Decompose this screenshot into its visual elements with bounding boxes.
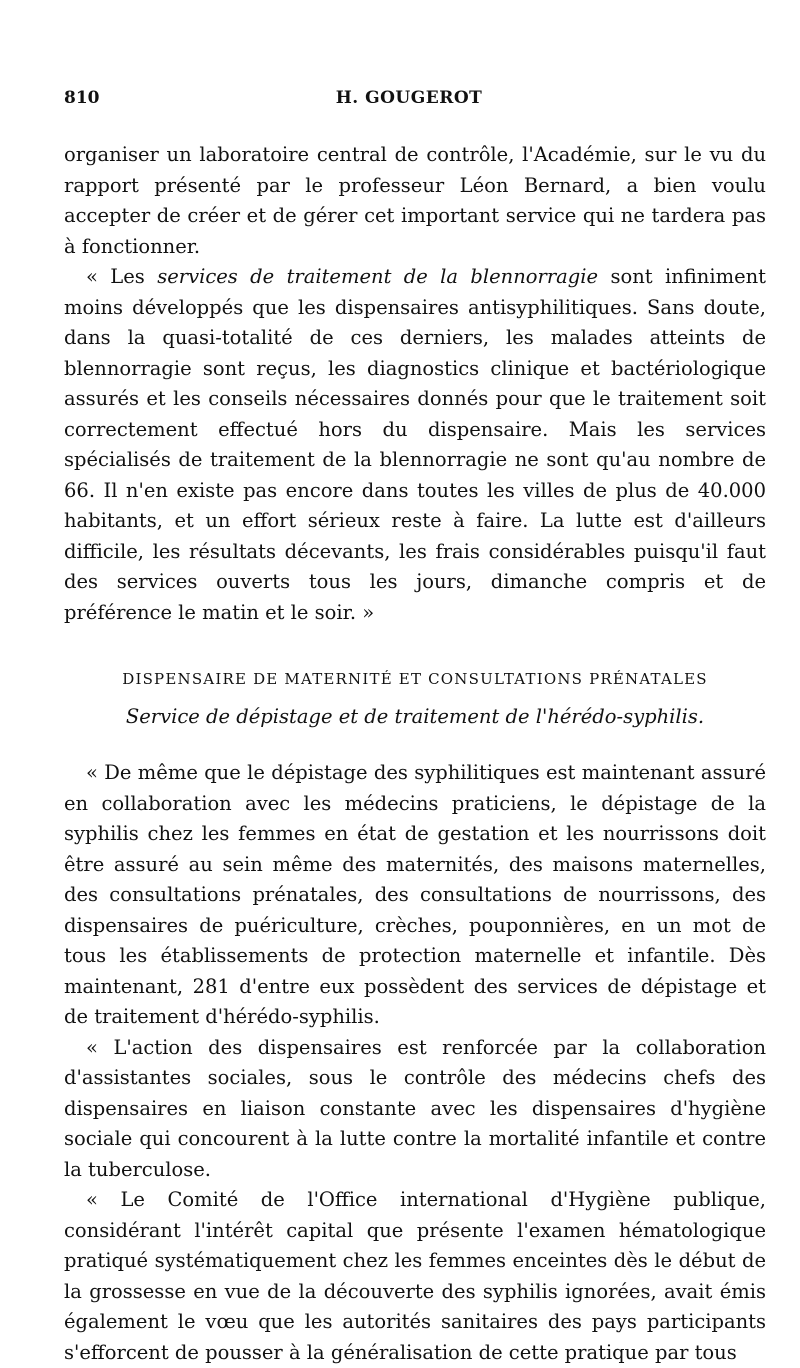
- paragraph-action-dispensaires: « L'action des dispensaires est renforcée par la collaboration d'assistantes sociales, sous le contrôle des médecins chefs des dispensaires en liaison constante avec les dispensaires d'hygiène sociale qui concourent à la lutte contre la mortalité infantile et contre la tuberculose.: [64, 1035, 766, 1181]
- page-header: [64, 88, 754, 114]
- paragraph-text: « Les: [86, 265, 158, 288]
- section-heading: DISPENSAIRE DE MATERNITÉ ET CONSULTATIONS PRÉNATALES: [122, 670, 708, 688]
- paragraph-depistage: « De même que le dépistage des syphilitiques est maintenant assuré en collaboration avec les médecins praticiens, le dépistage de la syphilis chez les femmes en état de gestation et les nourrissons doit être assuré au sein même des maternités, des maisons maternelles, des consultations prénatales, des consultations de nourrissons, des dispensaires de puériculture, crèches, pouponnières, en un mot de tous les établissements de protection maternelle et infantile. Dès maintenant, 281 d'entre eux possèdent des services de dépistage et de traitement d'hérédo-syphilis.: [64, 761, 766, 1028]
- running-head: H. GOUGEROT: [335, 88, 483, 108]
- paragraph-blennorragie: [64, 262, 766, 628]
- paragraph-text: sont infiniment moins développés que les dispensaires antisyphilitiques. Sans doute, dans la quasi-totalité de ces derniers, les malades atteints de blennorragie sont reçus, les diagnostics clinique et bactériologique assurés et les conseils nécessaires donnés pour que le traitement soit correctement effectué hors du dispensaire. Mais les services spécialisés de traitement de la blennorragie ne sont qu'au nombre de 66. Il n'en existe pas encore dans toutes les villes de plus de 40.000 habitants, et un effort sérieux reste à faire. La lutte est d'ailleurs difficile, les résultats décevants, les frais considérables puisqu'il faut des services ouverts tous les jours, dimanche compris et de préférence le matin et le soir. »: [64, 265, 767, 624]
- page-number: 810: [64, 88, 100, 108]
- page-body: [64, 140, 766, 1368]
- section-subheading: Service de dépistage et de traitement de l'hérédo-syphilis.: [125, 705, 705, 728]
- paragraph-comite-office: « Le Comité de l'Office international d'Hygiène publique, considérant l'intérêt capital que présente l'examen hématologique pratiqué systématiquement chez les femmes enceintes dès le début de la grossesse en vue de la découverte des syphilis ignorées, avait émis également le vœu que les autorités sanitaires des pays participants s'efforcent de pousser à la généralisation de cette pratique par tous: [64, 1188, 766, 1364]
- italic-emphasis: services de traitement de la blennorragie: [157, 265, 599, 288]
- paragraph-continuation: organiser un laboratoire central de contrôle, l'Académie, sur le vu du rapport présenté par le professeur Léon Bernard, a bien voulu accepter de créer et de gérer cet important service qui ne tardera pas à fonctionner.: [64, 143, 766, 258]
